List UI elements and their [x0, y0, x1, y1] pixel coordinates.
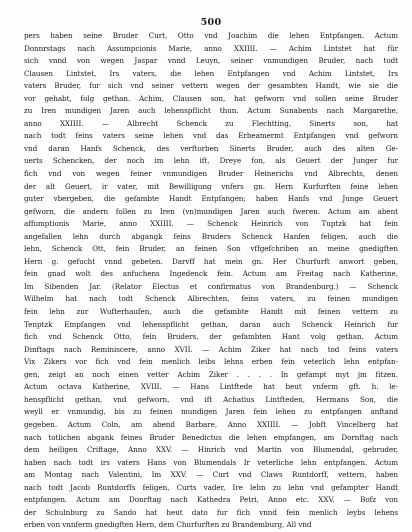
text-line: affumptionis Marie, anno XXIIII. — Schenck Heinrich von Tuptzk hat fein	[24, 219, 398, 229]
text-line: Wilhelm hat nach todt Schenck Albrechten, feins vaters, zu feinen mundigen	[24, 294, 398, 304]
text-line: lehn, Schenck Ott, fein Bruder, an feinen Son vffgefchriben an meine gnedigften	[24, 244, 398, 254]
text-line: guter vbergeben, die gefambte Handt Entpfangen; haben Hanfs vnd Junge Geuert	[24, 194, 398, 204]
text-line: am Montag nach Valentini, Im XXV. — Curt vnd Claws Runtdorff, vettern, haben	[24, 470, 398, 480]
text-line: nach todt feins vaters seine lehen vnd das Erbeamermt Entpfangen vnd gefworn	[24, 131, 398, 141]
text-line: gefworn, die andern follen zu Iren (vn)mundigen Jaren auch fweren. Actum am abent	[24, 206, 398, 216]
text-line: sich vnnd von wegen Jaspar vnnd Leuyn, seiner vnmundigen Bruder, nach todt	[24, 56, 398, 66]
text-line: zu Iren mundigen Jaren auch lehenspflicht thun. Actum Sunabents nach Margarethe,	[24, 106, 398, 116]
body-text	[24, 30, 398, 532]
text-line: vnd daran Hanfs Schenck, des verftorben Sinerts Bruder, auch des alten Ge-	[24, 143, 398, 153]
text-line: der Schulnburg zu Sando hat heut dato fur fich vnnd fein menlich leybs lehens	[24, 507, 398, 517]
text-line: gen, zeigt an noch einen vetter Achim Ziker . . . . In gefampt myt jm fitzen.	[24, 369, 398, 379]
text-line: fich vnd Schenck Otto, fein Bruders, der gefambten Hant volg gethan. Actum	[24, 332, 398, 342]
text-line: nach todt Jacob Runtdorffs feligen, Curts vader, Ire lehn zu lehn vnd gefampter Handt	[24, 482, 398, 492]
text-line: anno XXIIII. — Albrecht Schenck zu Flechtting, Sinerts son, hat	[24, 118, 398, 128]
text-line: entpfangen. Actum am Donrftag nach Kathedra Petri, Anno etc. XXV. — Bofz von	[24, 495, 398, 505]
text-line: dem heiligen Criftage, Anno XXV. — Hinrich vnd Martin von Blumendal, gebruder,	[24, 445, 398, 455]
text-line: gegeben. Actum Coln, am abend Barbare, Anno XXIIII. — Jobft Vincelberg hat	[24, 419, 398, 429]
text-line: Clausen Lintstet, Irs vaters, die lehen Entpfangen vnd Achim Lintstet, Irs	[24, 68, 398, 78]
page-number: 500	[200, 17, 222, 28]
text-line: Donnrstags nach Assumpcionis Marie, anno XXIIII. — Achim Lintstet hat für	[24, 43, 398, 53]
text-line: nach totlichen abgank feines Bruder Benedictus die lehen empfangen, am Dornftag nach	[24, 432, 398, 442]
text-line: henspflicht gethan, vnd gefworn, vnd ift Achatius Lintfteden, Hermans Son, die	[24, 394, 398, 404]
text-line: uerts Schencken, der noch im lehn ift, Dreye fon, als Geuert der Junger fur	[24, 156, 398, 166]
text-line: vaters Bruder, fur sich vnd seiner vettern wegen der gesambten Handt, wie sie die	[24, 81, 398, 91]
text-line: weyll er vnmundig, bis zu feinen mundigen Jaren fein lehen zu entpfangen anftand	[24, 407, 398, 417]
text-line: Dinftags nach Reminiscere, anno XVII. — Achim Ziker hat nach tod feins vaters	[24, 344, 398, 354]
text-line: fein lehn zur Wufterhaufen, auch die gefambte Handt mit feinen vettern zu	[24, 307, 398, 317]
text-line: fein gnad wolt des anfuchens Ingedenck fein. Actum am Freitag nach Katherine,	[24, 269, 398, 279]
text-line: fich vnd von wegen feiner vnmundigen Bruder Heinerichs vnd Albrechts, denen	[24, 169, 398, 179]
text-line: der alt Geuert, ir vater, mit Bewilligung vnfers gn. Hern Kurfurften feine lehen	[24, 181, 398, 191]
text-line: angefallen lehn durch abgangk feins Bruders Schenck Hanfen feligen, auch die	[24, 231, 398, 241]
text-line: erben von vnnferm gnedigften Hern, dem Churfurften zu Brandemburg, All vnd	[24, 520, 312, 530]
text-line: pers haben seine Bruder Curt, Otto vnd Joachim die lehen Entpfangen. Actum	[24, 31, 398, 40]
text-line: vor gehabt, folg gethan. Achim, Clausen son, hat gefworn vnd sollen seine Bruder	[24, 93, 398, 103]
text-line: Vix Zikers vor fich vnd fein menlich leibs lehns erben fein veterlich lehn entpfan-	[24, 357, 398, 367]
text-line: Tenptzk Empfangen vnd lehenspflicht gethan, daran auch Schenck Heinrich fur	[24, 319, 398, 329]
text-line: Im Sibenden Jar. (Relator Electus et confirmatus von Brandenburg.) — Schenck	[24, 281, 398, 291]
text-line: Hern g. gefucht vnnd gebeten. Darvff hat mein gn. Her Churfurft anwort geben,	[24, 256, 398, 266]
text-line: Actum octava Katherine, XVIII. — Hans Lintftede hat beut vnferm gft. h. le-	[24, 382, 398, 392]
text-line: haben nach todt irs vaters Hans von Blumendals Ir veterliche lehn entpfangen. Actum	[24, 457, 398, 467]
